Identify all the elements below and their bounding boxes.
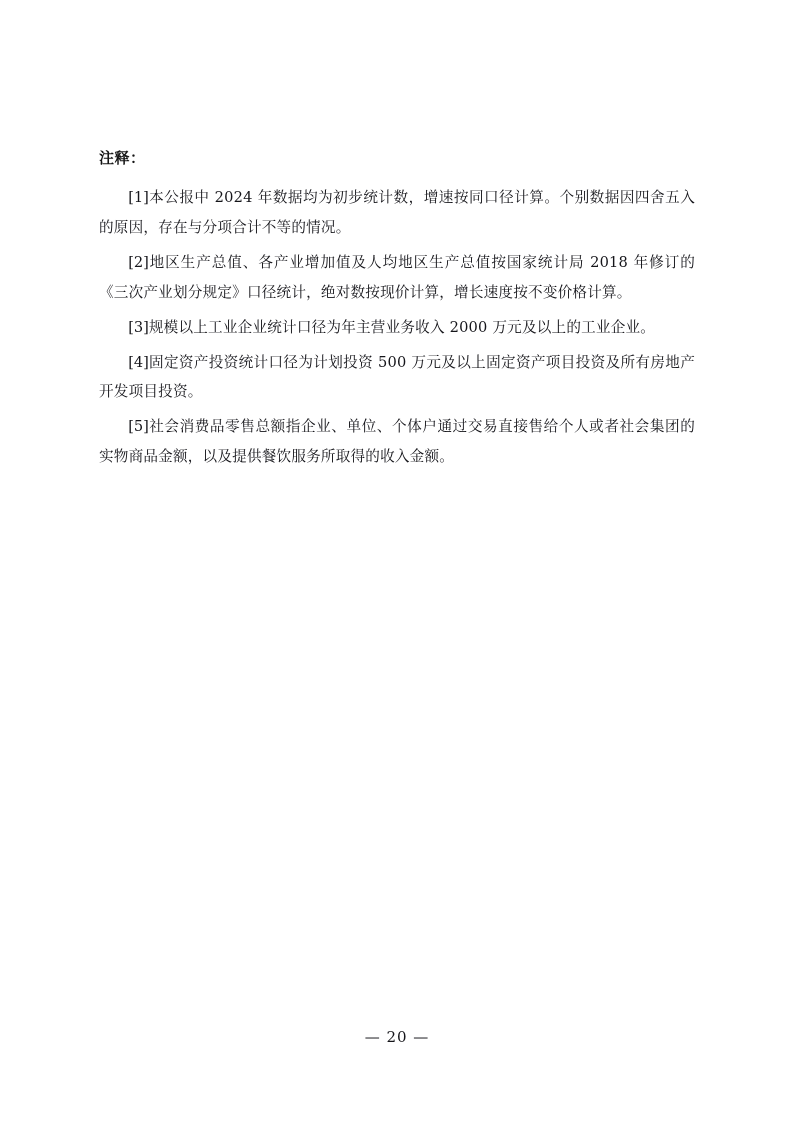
page-number: — 20 —	[364, 1028, 430, 1046]
page-content	[99, 148, 695, 477]
note-tag: [5]	[128, 418, 149, 436]
note-text: 本公报中 2024 年数据均为初步统计数，增速按同口径计算。个别数据因四舍五入的原因，存在与分项合计不等的情况。	[99, 189, 695, 236]
note-text: 规模以上工业企业统计口径为年主营业务收入 2000 万元及以上的工业企业。	[148, 318, 656, 336]
note-tag: [2]	[128, 253, 149, 271]
notes-heading: 注释：	[99, 149, 146, 167]
note-tag: [4]	[128, 353, 149, 371]
note-item	[99, 348, 695, 408]
note-text: 地区生产总值、各产业增加值及人均地区生产总值按国家统计局 2018 年修订的《三次产业划分规定》口径统计，绝对数按现价计算，增长速度按不变价格计算。	[99, 253, 695, 301]
note-item	[99, 412, 695, 472]
note-item	[99, 313, 695, 343]
note-item	[99, 183, 695, 243]
note-item	[99, 248, 695, 308]
note-tag: [3]	[128, 318, 149, 336]
note-tag: [1]	[128, 189, 149, 206]
note-text: 社会消费品零售总额指企业、单位、个体户通过交易直接售给个人或者社会集团的实物商品金额，以及提供餐饮服务所取得的收入金额。	[99, 418, 695, 466]
note-text: 固定资产投资统计口径为计划投资 500 万元及以上固定资产项目投资及所有房地产开发项目投资。	[99, 353, 695, 401]
